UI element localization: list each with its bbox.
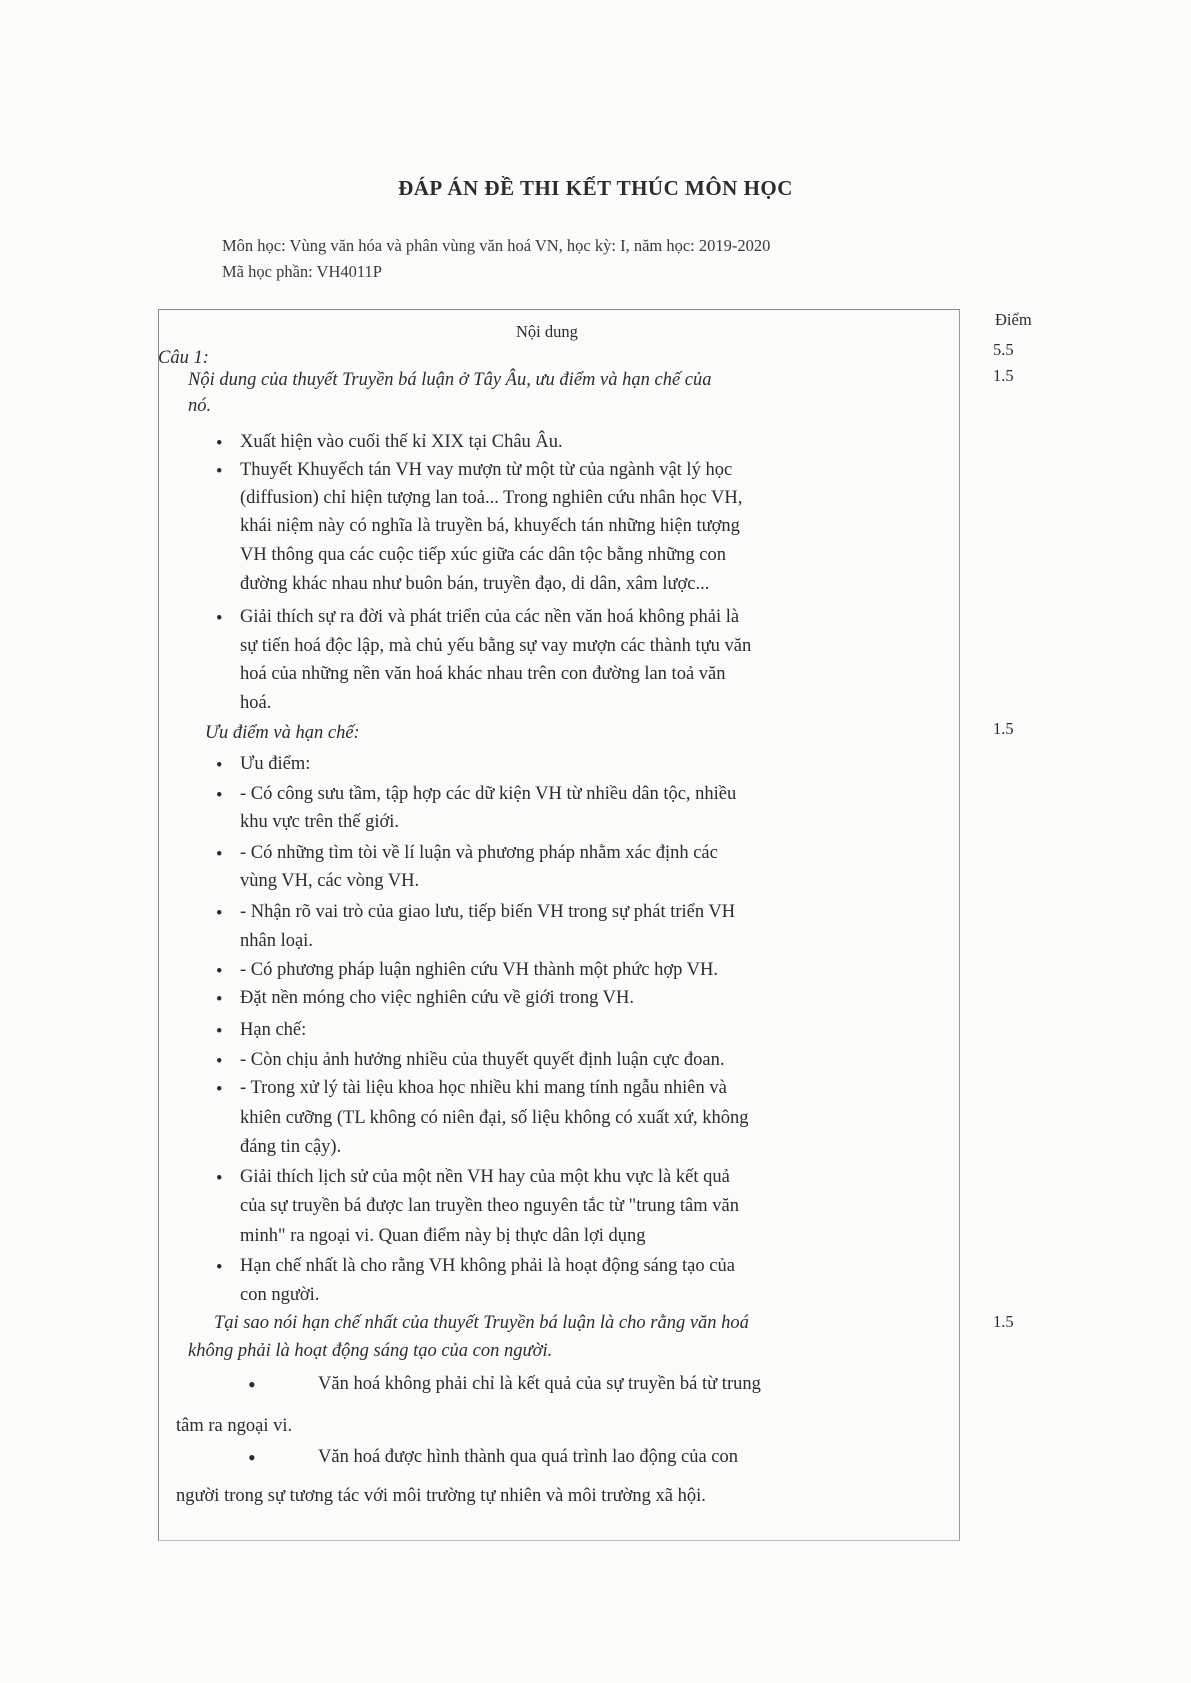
list-item: khiên cưỡng (TL không có niên đại, số liệu không có xuất xứ, không [240,1108,749,1128]
score-total: 5.5 [993,340,1014,359]
bullet: • [216,756,223,776]
answer-text: Văn hoá không phải chỉ là kết quả của sự truyền bá từ trung [318,1374,761,1394]
score-item: 1.5 [993,1312,1014,1331]
answer-text: người trong sự tương tác với môi trường tự nhiên và môi trường xã hội. [176,1486,706,1506]
question-text: Tại sao nói hạn chế nhất của thuyết Truyền bá luận là cho rằng văn hoá [214,1313,749,1333]
bullet: • [248,1445,256,1470]
list-item: - Có phương pháp luận nghiên cứu VH thành một phức hợp VH. [240,960,719,980]
answer-text: tâm ra ngoại vi. [176,1416,293,1436]
bullet: • [216,1022,223,1042]
question-text: không phải là hoạt động sáng tạo của con người. [188,1341,553,1361]
list-item: VH thông qua các cuộc tiếp xúc giữa các dân tộc bằng những con [240,545,726,565]
question-text: nó. [188,396,212,416]
score-item: 1.5 [993,719,1014,738]
bullet: • [248,1372,256,1397]
list-item: Ưu điểm: [240,754,311,774]
list-item: sự tiến hoá độc lập, mà chủ yếu bằng sự vay mượn các thành tựu văn [240,636,752,656]
bullet: • [216,786,223,806]
list-item: Hạn chế: [240,1020,307,1040]
list-item: đường khác nhau như buôn bán, truyền đạo, di dân, xâm lược... [240,574,710,594]
score-column-header: Điểm [995,310,1032,329]
course-code: Mã học phần: VH4011P [222,262,382,281]
list-item: của sự truyền bá được lan truyền theo nguyên tắc từ "trung tâm văn [240,1196,739,1216]
list-item: vùng VH, các vòng VH. [240,871,420,891]
section-heading: Ưu điểm và hạn chế: [205,723,360,743]
score-item: 1.5 [993,366,1014,385]
list-item: hoá của những nền văn hoá khác nhau trên con đường lan toả văn [240,664,726,684]
bullet: • [216,1169,223,1189]
list-item: con người. [240,1285,320,1305]
list-item: Hạn chế nhất là cho rằng VH không phải là hoạt động sáng tạo của [240,1256,735,1276]
list-item: - Có công sưu tầm, tập hợp các dữ kiện VH từ nhiều dân tộc, nhiều [240,784,737,804]
bullet: • [216,434,223,454]
course-info: Môn học: Vùng văn hóa và phân vùng văn hoá VN, học kỳ: I, năm học: 2019-2020 [222,236,771,255]
list-item: hoá. [240,693,272,713]
list-item: đáng tin cậy). [240,1137,342,1157]
list-item: minh" ra ngoại vi. Quan điểm này bị thực dân lợi dụng [240,1226,646,1246]
bullet: • [216,609,223,629]
list-item: (diffusion) chỉ hiện tượng lan toả... Trong nghiên cứu nhân học VH, [240,488,743,508]
content-column-header: Nội dung [516,322,578,341]
list-item: khu vực trên thế giới. [240,812,400,832]
question-text: Nội dung của thuyết Truyền bá luận ở Tây Âu, ưu điểm và hạn chế của [188,370,712,390]
bullet: • [216,990,223,1010]
list-item: Giải thích sự ra đời và phát triển của các nền văn hoá không phải là [240,607,740,627]
bullet: • [216,1258,223,1278]
bullet: • [216,962,223,982]
bullet: • [216,462,223,482]
list-item: Thuyết Khuyếch tán VH vay mượn từ một từ của ngành vật lý học [240,460,733,480]
bullet: • [216,1080,223,1100]
list-item: - Nhận rõ vai trò của giao lưu, tiếp biến VH trong sự phát triển VH [240,902,736,922]
question-label: Câu 1: [158,348,209,368]
bullet: • [216,904,223,924]
answer-text: Văn hoá được hình thành qua quá trình lao động của con [318,1447,739,1467]
list-item: Xuất hiện vào cuối thế kỉ XIX tại Châu Âu. [240,432,563,452]
list-item: - Trong xử lý tài liệu khoa học nhiều khi mang tính ngẫu nhiên và [240,1078,727,1098]
list-item: khái niệm này có nghĩa là truyền bá, khuyếch tán những hiện tượng [240,516,740,536]
list-item: Đặt nền móng cho việc nghiên cứu về giới trong VH. [240,988,635,1008]
document-title: ĐÁP ÁN ĐỀ THI KẾT THÚC MÔN HỌC [398,176,793,200]
list-item: Giải thích lịch sử của một nền VH hay của một khu vực là kết quả [240,1167,730,1187]
list-item: - Còn chịu ảnh hưởng nhiều của thuyết quyết định luận cực đoan. [240,1050,725,1070]
list-item: - Có những tìm tòi về lí luận và phương pháp nhằm xác định các [240,843,718,863]
bullet: • [216,845,223,865]
list-item: nhân loại. [240,931,313,951]
bullet: • [216,1052,223,1072]
